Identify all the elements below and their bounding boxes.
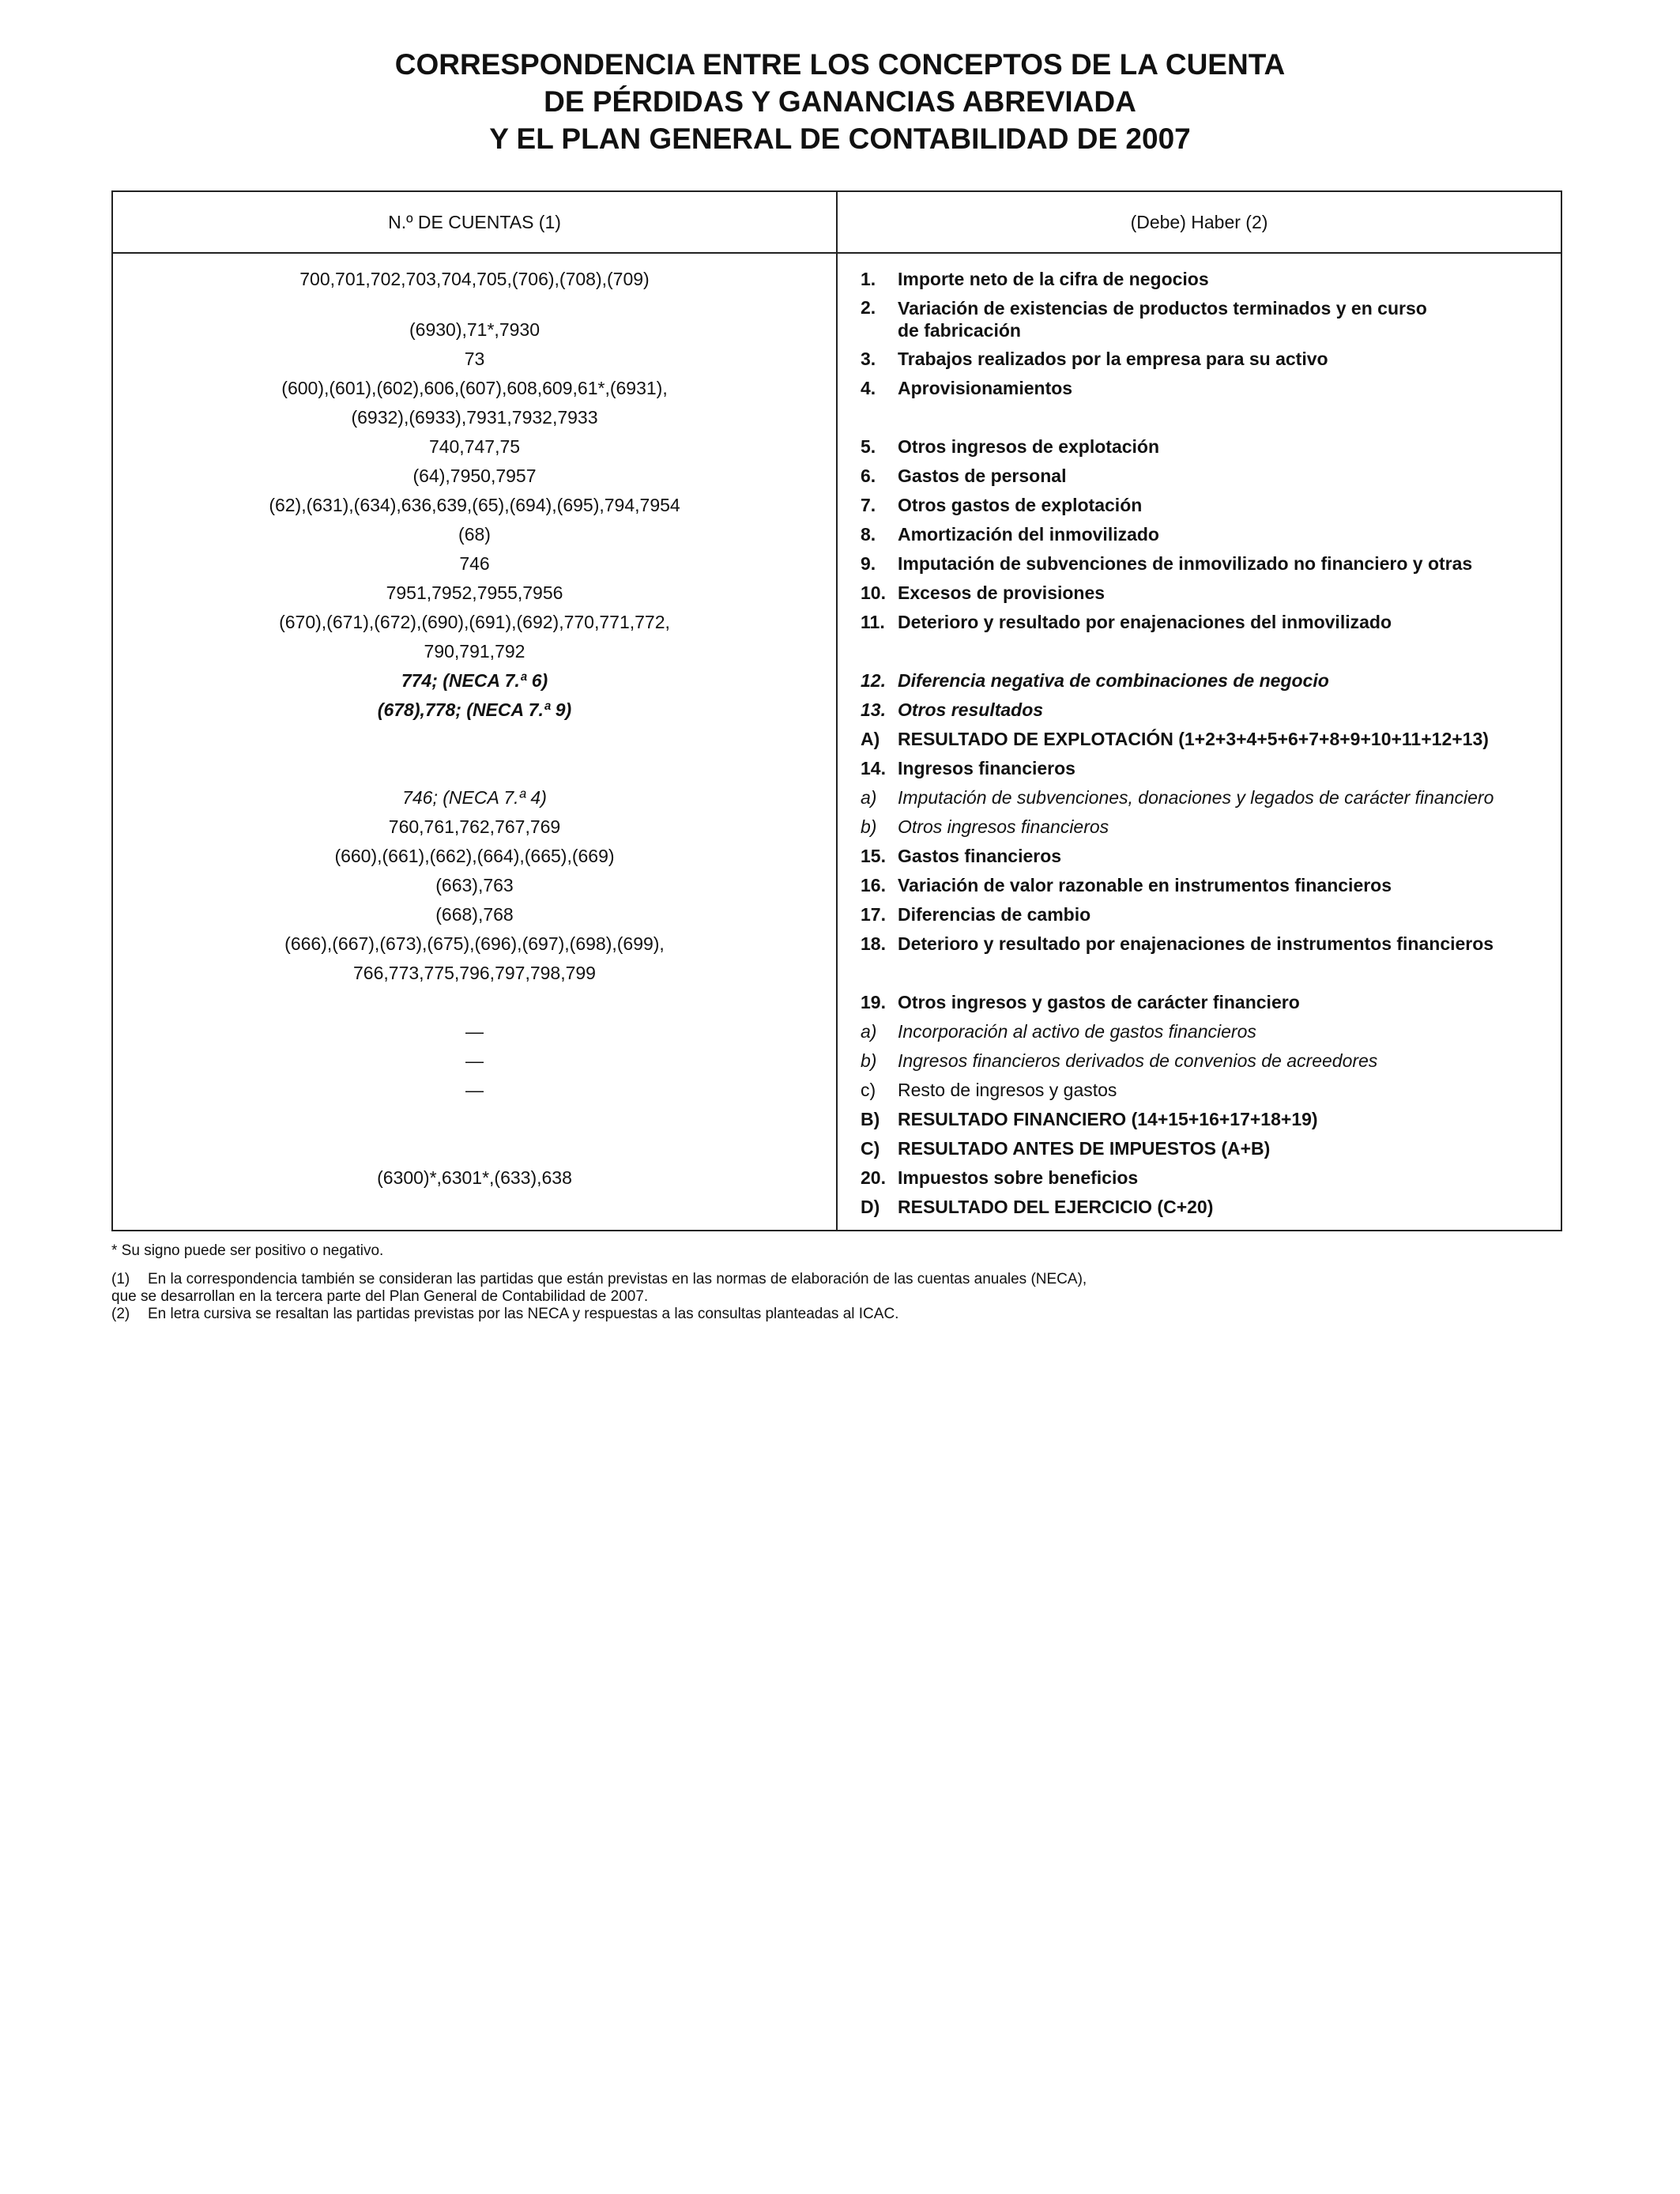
account-numbers-column [112,253,837,1231]
concept-row [838,265,1561,294]
account-cell [113,754,836,783]
concept-text [898,842,1061,871]
concept-number: 13. [861,699,886,720]
concept-number: 18. [861,933,886,954]
account-cell: (600),(601),(602),606,(607),608,609,61*,(6931), [281,378,668,398]
concept-number: 1. [861,269,876,289]
concept-row [838,432,1561,462]
concept-text-line: Imputación de subvenciones, donaciones y legados de carácter financiero [898,787,1494,808]
concept-number: 7. [861,495,876,515]
header-debe-haber: (Debe) Haber (2) [837,191,1561,253]
account-cell [113,988,836,1017]
concept-text [898,297,1427,341]
concept-row [838,403,1561,432]
concept-text [898,1105,1318,1134]
concept-row [838,1193,1561,1222]
concept-number: 20. [861,1167,886,1188]
document-title [0,46,1680,157]
concept-row [838,1105,1561,1134]
concept-text [898,1017,1256,1046]
account-cell: 746 [459,553,490,574]
concept-text-line: Otros ingresos de explotación [898,436,1160,457]
concept-text-line: Gastos financieros [898,846,1062,866]
account-cell: (678),778; (NECA 7.ª 9) [377,699,572,720]
concept-number: 17. [861,904,886,925]
footnote-2 [111,1306,1561,1323]
concept-text [898,549,1472,579]
concept-text-continuation: de fabricación [898,320,1021,341]
concept-text-line: Impuestos sobre beneficios [898,1167,1139,1188]
concept-text-line: Aprovisionamientos [898,378,1073,398]
concept-text-line: Diferencias de cambio [898,904,1091,925]
title-line-1: CORRESPONDENCIA ENTRE LOS CONCEPTOS DE LA CUENTA [394,48,1286,81]
account-cell: (663),763 [435,875,514,895]
concept-row [838,520,1561,549]
concept-text-line: Variación de existencias de productos terminados y en curso [898,298,1427,319]
concept-row [838,812,1561,842]
correspondence-table [111,190,1562,1231]
concept-text [898,345,1328,374]
concept-row [838,988,1561,1017]
account-cell [113,294,836,315]
account-cell: 774; (NECA 7.ª 6) [401,670,548,691]
concept-text [898,608,1392,637]
concept-text-line: RESULTADO ANTES DE IMPUESTOS (A+B) [898,1138,1271,1159]
concept-row [838,462,1561,491]
concept-text-line: Gastos de personal [898,466,1067,486]
concept-row [838,754,1561,783]
concept-number: 5. [861,436,876,457]
account-cell [113,1105,836,1134]
account-cell: 73 [464,349,485,369]
concept-number: 12. [861,670,886,691]
account-cell: — [465,1050,484,1071]
concept-number: 16. [861,875,886,895]
concept-number: D) [861,1197,880,1217]
concept-number: 11. [861,612,885,632]
concept-text [898,579,1105,608]
concept-row [838,491,1561,520]
concept-text-line: Diferencia negativa de combinaciones de negocio [898,670,1329,691]
concept-text [898,462,1066,491]
concept-text [898,1076,1117,1105]
concept-text-line: Incorporación al activo de gastos financieros [898,1021,1256,1042]
concept-text [898,265,1209,294]
concept-text [898,871,1392,900]
concept-text [898,374,1072,403]
account-cell: 740,747,75 [428,436,521,457]
account-cell: (64),7950,7957 [412,466,537,486]
title-line-3: Y EL PLAN GENERAL DE CONTABILIDAD DE 2007 [489,123,1191,155]
account-cell: (68) [458,524,491,545]
concept-number: b) [861,816,877,837]
concept-text-line: Ingresos financieros [898,758,1075,778]
footnote-2-number: (2) [111,1306,130,1322]
concept-row [838,900,1561,929]
concept-number: B) [861,1109,880,1129]
concept-text [898,725,1489,754]
concept-text [898,929,1494,959]
footnote-1 [111,1271,1561,1288]
concept-number: 8. [861,524,876,545]
footnote-2-line-1: En letra cursiva se resaltan las partidas previstas por las NECA y respuestas a las consultas planteadas al ICAC. [148,1306,899,1322]
concept-text [898,988,1300,1017]
footnote-1-line-2: que se desarrollan en la tercera parte del Plan General de Contabilidad de 2007. [111,1288,649,1305]
concept-text-line: Importe neto de la cifra de negocios [898,269,1209,289]
concept-text [898,812,1109,842]
concept-text-line: RESULTADO DE EXPLOTACIÓN (1+2+3+4+5+6+7+8+9+10+11+12+13) [898,729,1489,749]
concept-text-line: Resto de ingresos y gastos [898,1080,1117,1100]
concept-text [898,1193,1213,1222]
account-cell [113,1193,836,1222]
concept-number: 10. [861,582,886,603]
concept-row [838,1017,1561,1046]
concept-row [838,929,1561,959]
account-cell: (668),768 [435,904,514,925]
concept-text-line: Excesos de provisiones [898,582,1106,603]
concept-text [898,666,1329,696]
concepts-column [837,253,1561,1231]
concept-text [898,1163,1138,1193]
account-cell: 746; (NECA 7.ª 4) [402,787,547,808]
account-cell: — [465,1080,484,1100]
concept-text-line: Otros ingresos y gastos de carácter financiero [898,992,1300,1012]
concept-text [898,432,1159,462]
header-account-numbers: N.º DE CUENTAS (1) [112,191,837,253]
concept-text [898,696,1043,725]
concept-row [838,345,1561,374]
concept-text-line: Otros resultados [898,699,1044,720]
account-cell: 766,773,775,796,797,798,799 [353,963,596,983]
account-cell [113,725,836,754]
account-cell: (660),(661),(662),(664),(665),(669) [334,846,615,866]
title-line-2: DE PÉRDIDAS Y GANANCIAS ABREVIADA [544,85,1136,118]
concept-row [838,1046,1561,1076]
account-cell: (666),(667),(673),(675),(696),(697),(698),(699), [284,933,665,954]
concept-row [838,608,1561,637]
account-cell [113,1134,836,1163]
footnote-sign: * Su signo puede ser positivo o negativo. [111,1242,384,1259]
concept-number: a) [861,1021,877,1042]
concept-text-line: Variación de valor razonable en instrumentos financieros [898,875,1392,895]
table-body-row [112,253,1561,1231]
concept-row [838,666,1561,696]
concept-row [838,1163,1561,1193]
concept-row [838,1076,1561,1105]
account-cell: 700,701,702,703,704,705,(706),(708),(709) [299,269,650,289]
footnotes [111,1242,1561,1323]
account-cell: (62),(631),(634),636,639,(65),(694),(695),794,7954 [269,495,680,515]
concept-number: 4. [861,378,876,398]
concept-row [838,294,1561,345]
footnote-1-continuation [111,1288,1561,1306]
concept-text-line: Trabajos realizados por la empresa para su activo [898,349,1328,369]
concept-row [838,871,1561,900]
concept-text-line: Deterioro y resultado por enajenaciones del inmovilizado [898,612,1392,632]
account-cell: — [465,1021,484,1042]
account-cell: 7951,7952,7955,7956 [386,582,563,603]
concept-number: 6. [861,466,876,486]
concept-row [838,637,1561,666]
account-cell: (6300)*,6301*,(633),638 [377,1167,572,1188]
concept-number: 9. [861,553,876,574]
concept-number: 3. [861,349,876,369]
concept-row [838,783,1561,812]
concept-row [838,725,1561,754]
concept-text-line: Ingresos financieros derivados de convenios de acreedores [898,1050,1378,1071]
concept-text [898,491,1142,520]
concept-row [838,1134,1561,1163]
concept-text [898,1134,1270,1163]
concept-text [898,520,1159,549]
concept-text-line: RESULTADO FINANCIERO (14+15+16+17+18+19) [898,1109,1318,1129]
concept-row [838,374,1561,403]
concept-number: 19. [861,992,886,1012]
concept-text [898,900,1090,929]
concept-text-line: Amortización del inmovilizado [898,524,1159,545]
concept-row [838,579,1561,608]
concept-number: 14. [861,758,886,778]
concept-text-line: Otros ingresos financieros [898,816,1109,837]
concept-number: 2. [861,297,876,318]
table-header-row [112,191,1561,253]
concept-row [838,696,1561,725]
concept-number: A) [861,729,880,749]
concept-text [898,1046,1377,1076]
concept-text-line: Imputación de subvenciones de inmovilizado no financiero y otras [898,553,1473,574]
concept-text-line: Deterioro y resultado por enajenaciones de instrumentos financieros [898,933,1494,954]
concept-number: b) [861,1050,877,1071]
concept-row [838,549,1561,579]
account-cell: (6930),71*,7930 [409,319,540,340]
concept-row [838,959,1561,988]
footnote-1-line-1: En la correspondencia también se consideran las partidas que están previstas en las normas de elaboración de las cuentas anuales (NECA), [148,1271,1087,1287]
concept-number: c) [861,1080,876,1100]
account-cell: 760,761,762,767,769 [388,816,561,837]
concept-number: C) [861,1138,880,1159]
concept-text [898,754,1075,783]
account-cell: (670),(671),(672),(690),(691),(692),770,771,772, [279,612,670,632]
footnote-1-number: (1) [111,1271,130,1287]
concept-text [898,783,1494,812]
concept-number: 15. [861,846,886,866]
concept-text-line: Otros gastos de explotación [898,495,1143,515]
concept-row [838,842,1561,871]
account-cell: 790,791,792 [424,641,525,662]
account-cell: (6932),(6933),7931,7932,7933 [351,407,598,428]
concept-number: a) [861,787,877,808]
concept-text-line: RESULTADO DEL EJERCICIO (C+20) [898,1197,1214,1217]
